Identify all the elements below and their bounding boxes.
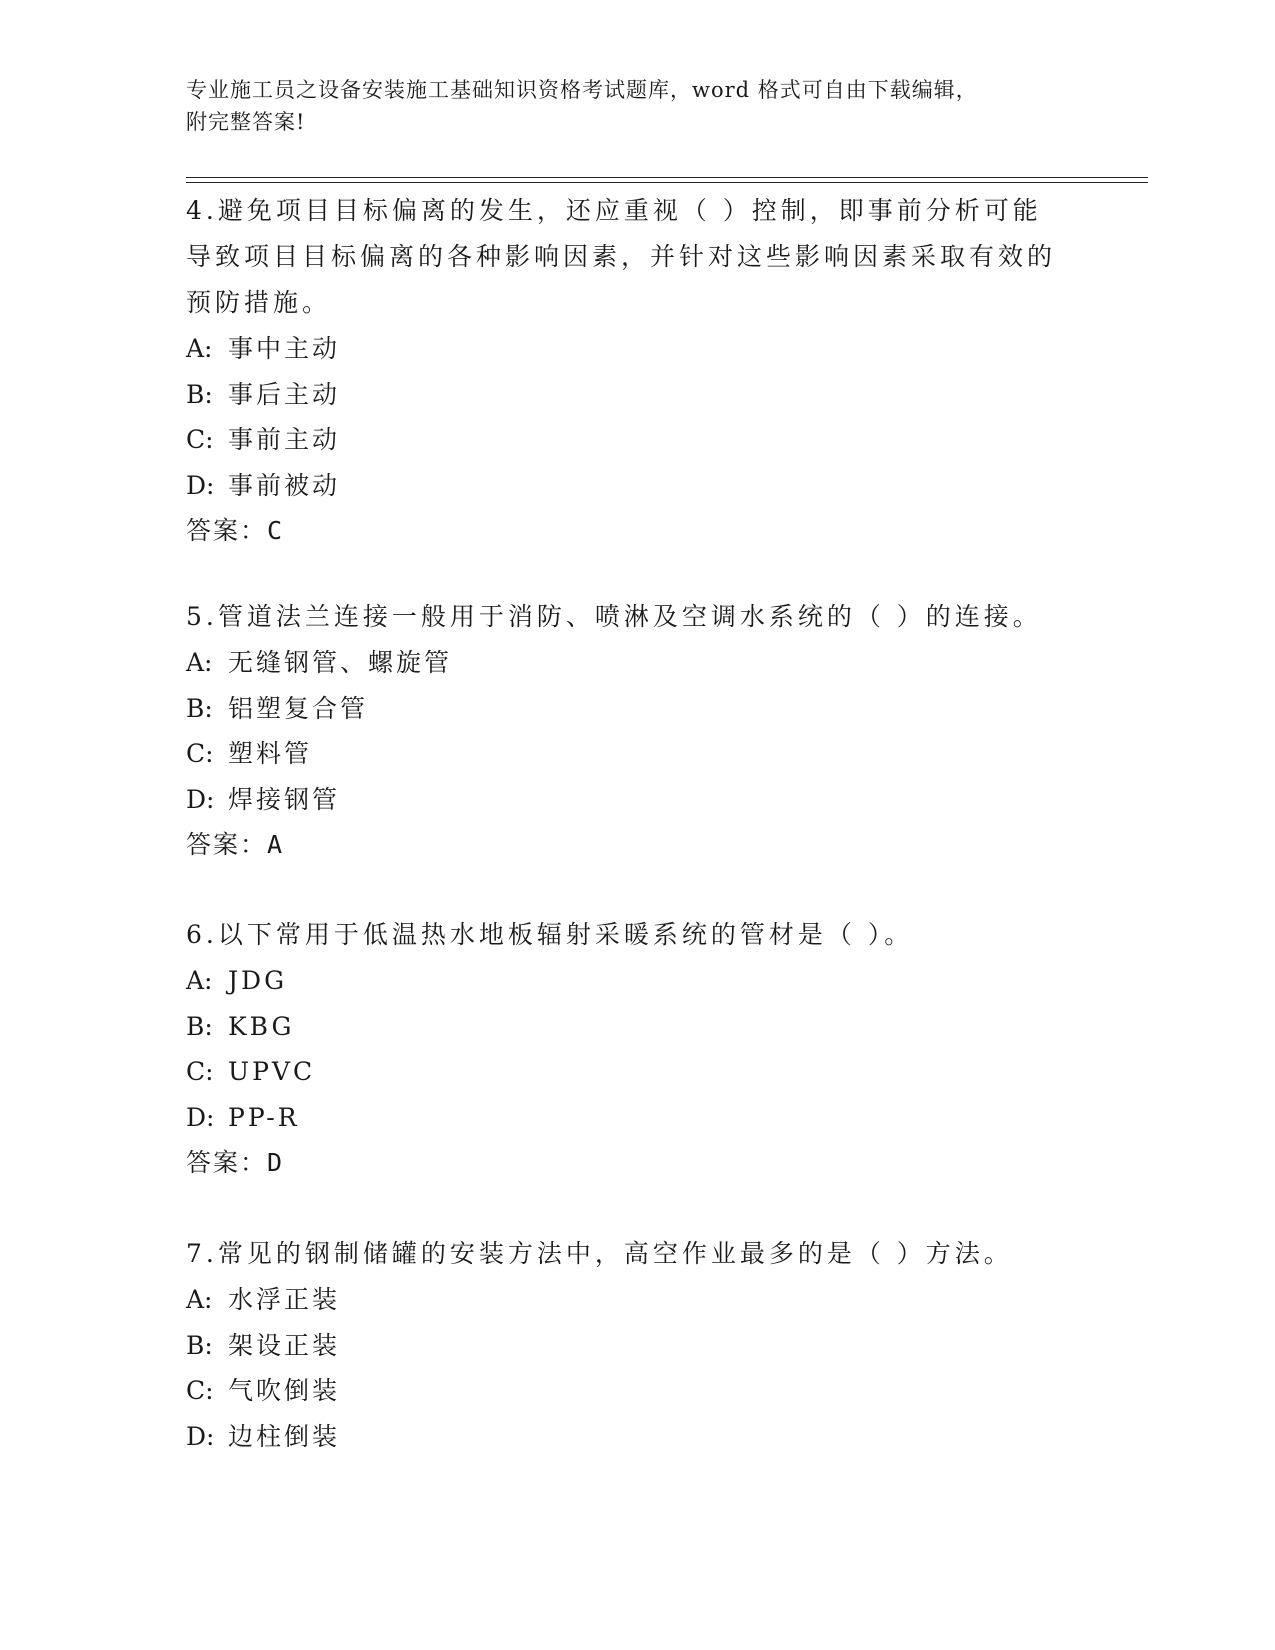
option-text: KBG — [228, 1011, 295, 1041]
option-text: PP-R — [228, 1102, 300, 1132]
option-c — [186, 1368, 1086, 1414]
option-text: 事中主动 — [228, 334, 341, 363]
answer-value: D — [267, 1148, 283, 1177]
option-letter: B: — [186, 1011, 213, 1041]
option-letter: A: — [186, 966, 213, 995]
option-a — [186, 640, 1086, 686]
option-text: 铝塑复合管 — [228, 693, 369, 723]
option-text: 边柱倒装 — [228, 1421, 341, 1451]
option-c — [186, 417, 1086, 463]
option-letter: D: — [186, 470, 215, 500]
option-text: 无缝钢管、螺旋管 — [228, 648, 453, 677]
answer-value: A — [267, 830, 283, 859]
question-stem: 4.避免项目目标偏离的发生，还应重视（ ）控制，即事前分析可能导致项目目标偏离的各种影响因素，并针对这些影响因素采取有效的预防措施。 — [186, 196, 1057, 317]
answer-value: C — [267, 516, 283, 545]
option-letter: B: — [186, 379, 213, 409]
option-b — [186, 686, 1086, 732]
header-divider-bottom — [186, 182, 1148, 183]
answer-label: 答案： — [186, 516, 268, 545]
option-text: 塑料管 — [228, 739, 313, 768]
option-d — [186, 1414, 1086, 1460]
option-b — [186, 1323, 1086, 1369]
option-text: JDG — [228, 966, 288, 995]
answer-line — [186, 1140, 1086, 1186]
option-d — [186, 463, 1086, 509]
option-text: 事前主动 — [228, 425, 341, 454]
option-letter: C: — [186, 1057, 214, 1086]
option-d — [186, 777, 1086, 823]
question-stem: 5.管道法兰连接一般用于消防、喷淋及空调水系统的（ ）的连接。 — [186, 602, 1042, 631]
question-4 — [186, 188, 1086, 554]
option-text: 事后主动 — [228, 379, 341, 409]
option-text: 焊接钢管 — [228, 784, 341, 814]
option-letter: C: — [186, 425, 214, 454]
option-b — [186, 1004, 1086, 1050]
option-letter: D: — [186, 1421, 215, 1451]
option-c — [186, 731, 1086, 777]
answer-label: 答案： — [186, 1148, 268, 1177]
answer-line — [186, 508, 1086, 554]
option-a — [186, 326, 1086, 372]
option-a — [186, 1277, 1086, 1323]
option-letter: A: — [186, 1285, 213, 1314]
option-c — [186, 1049, 1086, 1095]
question-5 — [186, 594, 1086, 868]
option-text: 气吹倒装 — [228, 1376, 341, 1405]
answer-label: 答案： — [186, 830, 268, 859]
question-7 — [186, 1231, 1086, 1459]
option-letter: C: — [186, 1376, 214, 1405]
option-b — [186, 372, 1086, 418]
option-a — [186, 958, 1086, 1004]
option-letter: B: — [186, 1330, 213, 1360]
option-text: 架设正装 — [228, 1330, 341, 1360]
option-letter: D: — [186, 784, 215, 814]
option-text: 事前被动 — [228, 470, 341, 500]
answer-line — [186, 822, 1086, 868]
document-header — [186, 74, 1066, 138]
header-line-1: 专业施工员之设备安装施工基础知识资格考试题库，word 格式可自由下载编辑， — [186, 78, 978, 102]
option-letter: C: — [186, 739, 214, 768]
question-stem: 7.常见的钢制储罐的安装方法中，高空作业最多的是（ ）方法。 — [186, 1239, 1013, 1268]
question-stem: 6.以下常用于低温热水地板辐射采暖系统的管材是（ ）。 — [186, 920, 914, 949]
option-d — [186, 1095, 1086, 1141]
option-letter: D: — [186, 1102, 215, 1132]
option-letter: B: — [186, 693, 213, 723]
header-divider-top — [186, 177, 1148, 178]
option-text: UPVC — [228, 1057, 316, 1086]
header-line-2: 附完整答案! — [186, 110, 306, 134]
option-letter: A: — [186, 648, 213, 677]
option-letter: A: — [186, 334, 213, 363]
option-text: 水浮正装 — [228, 1285, 341, 1314]
question-6 — [186, 912, 1086, 1186]
